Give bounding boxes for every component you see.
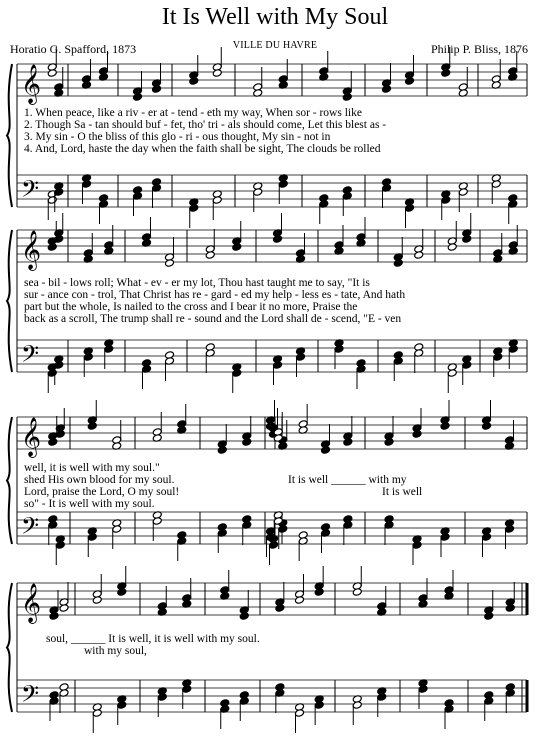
note-head — [295, 709, 305, 718]
lyric-line: so" - It is well with my soul. — [24, 498, 155, 510]
note-head — [92, 596, 102, 605]
note-head — [212, 196, 222, 205]
note-head — [152, 517, 162, 526]
note-head — [232, 243, 242, 252]
note-head — [273, 361, 283, 370]
lyric-line: back as a scroll, The trump shall re - sound and the Lord shall de - scend, "E - ven — [24, 313, 402, 325]
note-head — [273, 235, 283, 244]
note-head — [505, 525, 515, 534]
note-head — [47, 69, 57, 78]
note-head — [405, 204, 415, 213]
bass-clef-icon: 𝄢 — [21, 680, 40, 713]
note-head — [189, 204, 199, 213]
note-head — [189, 77, 199, 86]
note-head — [352, 701, 362, 710]
note-head — [447, 243, 457, 252]
note-head — [314, 701, 324, 710]
lyric-line: 1. When peace, like a riv - er at - tend - eth my way, When sor - rows like — [24, 107, 362, 119]
note-head — [440, 533, 450, 542]
note-head — [295, 596, 305, 605]
treble-clef-icon: 𝄞 — [21, 583, 42, 623]
hymn-title: It Is Well with My Soul — [161, 4, 389, 30]
note-head — [412, 430, 422, 439]
note-head — [253, 188, 263, 197]
note-head — [82, 180, 92, 189]
note-head — [269, 541, 279, 550]
lyric-line: well, it is well with my soul." — [24, 462, 160, 474]
note-head — [462, 235, 472, 244]
note-head — [212, 69, 222, 78]
refrain-lyric: It is well — [382, 486, 423, 498]
note-head — [47, 369, 57, 378]
note-head — [87, 533, 97, 542]
lyric-line: sea - bil - lows roll; What - ev - er my lot, Thou hast taught me to say, "It is — [24, 277, 370, 289]
note-head — [482, 533, 492, 542]
note-head — [54, 235, 64, 244]
tune-name: VILLE DU HAVRE — [232, 40, 318, 51]
note-head — [48, 438, 58, 447]
note-head — [239, 612, 249, 621]
note-head — [54, 188, 64, 197]
note-head — [441, 69, 451, 78]
note-head — [217, 446, 227, 455]
lyric-line: shed His own blood for my soul. — [24, 474, 175, 486]
system-brace — [7, 230, 12, 372]
lyric-line: Lord, praise the Lord, O my soul! — [24, 486, 180, 498]
note-head — [505, 604, 515, 613]
system-brace — [7, 417, 12, 544]
note-head — [92, 709, 102, 718]
note-head — [393, 259, 403, 268]
lyric-line: soul, ______ It is well, it is well with my soul. — [46, 633, 260, 645]
note-head — [418, 685, 428, 694]
treble-clef-icon: 𝄞 — [21, 417, 42, 457]
lyric-line: 4. And, Lord, haste the day when the faith shall be sight, The clouds be rolled — [24, 143, 381, 155]
note-head — [55, 541, 65, 550]
note-head — [112, 525, 122, 534]
note-head — [104, 345, 114, 354]
note-head — [447, 369, 457, 378]
note-head — [83, 353, 93, 362]
note-head — [491, 180, 501, 189]
note-head — [296, 353, 306, 362]
note-head — [343, 438, 353, 447]
note-head — [165, 259, 175, 268]
lyric-line: 3. My sin - O the bliss of this glo - ri - ous thought, My sin - not in — [24, 131, 331, 143]
note-head — [314, 588, 324, 597]
note-head — [484, 612, 494, 621]
treble-clef-icon: 𝄞 — [21, 64, 42, 104]
note-head — [384, 438, 394, 447]
note-head — [377, 693, 387, 702]
note-head — [405, 77, 415, 86]
note-head — [412, 541, 422, 550]
refrain-lyric: It is well ______ with my — [288, 474, 407, 486]
note-head — [440, 422, 450, 431]
note-head — [508, 345, 518, 354]
note-head — [334, 345, 344, 354]
note-head — [275, 604, 285, 613]
note-head — [117, 588, 127, 597]
note-head — [133, 93, 143, 102]
note-head — [462, 361, 472, 370]
bass-clef-icon: 𝄢 — [21, 175, 40, 208]
lyric-line: with my soul, — [84, 645, 147, 657]
treble-clef-icon: 𝄞 — [21, 230, 42, 270]
system-brace — [7, 64, 12, 207]
note-head — [458, 188, 468, 197]
lyric-line: 2. Though Sa - tan should buf - fet, tho' tri - als should come, Let this blest as - — [24, 119, 387, 131]
note-head — [342, 93, 352, 102]
system-brace — [7, 583, 12, 712]
note-head — [47, 196, 57, 205]
note-head — [152, 85, 162, 94]
note-head — [232, 369, 242, 378]
note-head — [482, 422, 492, 431]
note-head — [87, 422, 97, 431]
bass-clef-icon: 𝄢 — [21, 512, 40, 545]
note-head — [117, 701, 127, 710]
note-head — [182, 685, 192, 694]
note-head — [441, 196, 451, 205]
note-head — [278, 180, 288, 189]
note-head — [278, 525, 288, 534]
lyric-line: sur - ance con - trol, That Christ has re - gard - ed my help - less es - tate, And hath — [24, 289, 406, 301]
note-head — [242, 438, 252, 447]
note-head — [493, 353, 503, 362]
note-head — [49, 612, 59, 621]
note-head — [59, 604, 69, 613]
composer-credit: Philip P. Bliss, 1876 — [430, 42, 528, 56]
note-head — [321, 446, 331, 455]
note-head — [414, 251, 424, 260]
note-head — [157, 693, 167, 702]
note-head — [205, 251, 215, 260]
bass-clef-icon: 𝄢 — [21, 340, 40, 373]
note-head — [54, 361, 64, 370]
note-head — [382, 85, 392, 94]
note-head — [352, 588, 362, 597]
lyric-line: part but the whole, Is nailed to the cross and I bear it no more, Praise the — [24, 301, 358, 313]
note-head — [47, 243, 57, 252]
author-credit: Horatio G. Spafford, 1873 — [10, 42, 137, 56]
